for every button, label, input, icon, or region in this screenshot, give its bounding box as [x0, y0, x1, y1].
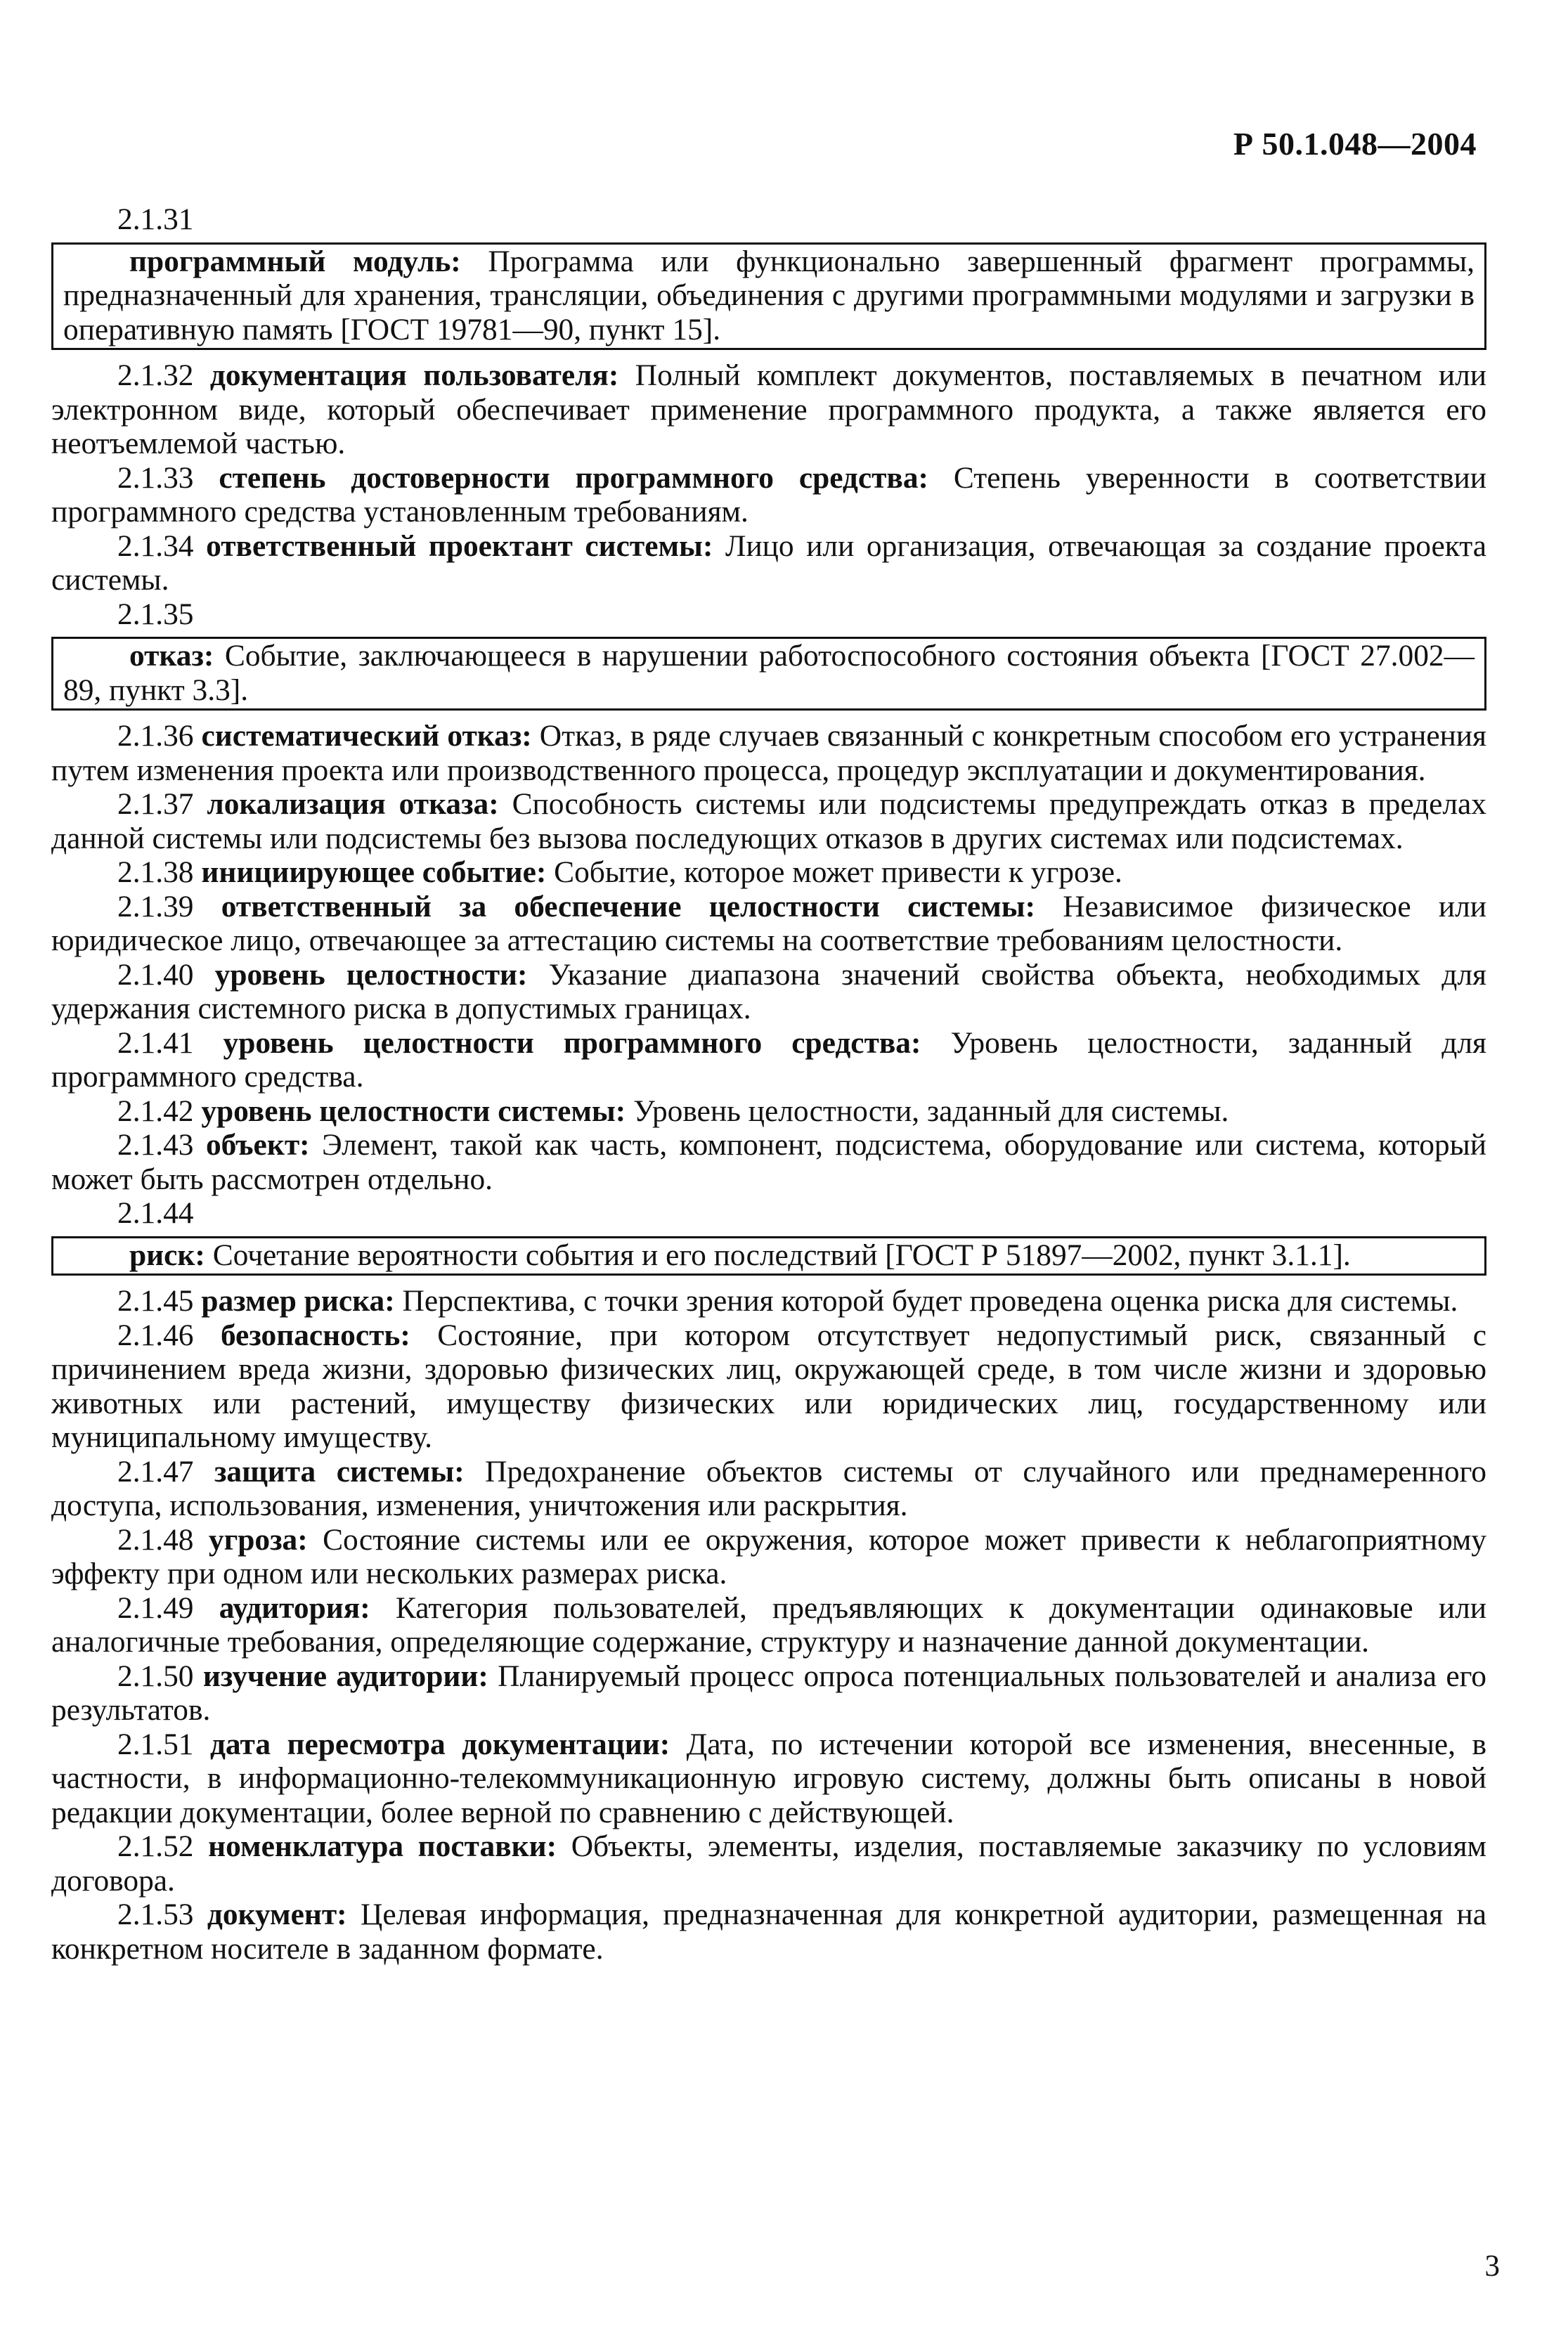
clause-number: 2.1.47 [117, 1454, 194, 1489]
term: безопасность: [220, 1318, 410, 1352]
clause-number: 2.1.34 [117, 529, 194, 563]
clause-number: 2.1.45 [117, 1284, 194, 1318]
clause-number: 2.1.48 [117, 1522, 194, 1557]
definition-paragraph [51, 1898, 1486, 1966]
definition-paragraph [51, 1026, 1486, 1094]
definition-text: Элемент, такой как часть, компонент, подсистема, оборудование или система, который может быть рассмотрен отдельно. [51, 1128, 1486, 1196]
definition-paragraph [51, 1128, 1486, 1196]
clause-number: 2.1.42 [117, 1094, 194, 1128]
term: изучение аудитории: [202, 1659, 488, 1693]
clause-number: 2.1.31 [117, 202, 194, 236]
definition-paragraph [51, 787, 1486, 855]
clause-number: 2.1.32 [117, 358, 194, 392]
boxed-definition [51, 242, 1486, 351]
definition-text: Предохранение объектов системы от случайного или преднамеренного доступа, использования, изменения, уничтожения или раскрытия. [51, 1454, 1486, 1522]
definition-text: Сочетание вероятности события и его последствий [ГОСТ Р 51897—2002, пункт 3.1.1]. [205, 1238, 1351, 1272]
definition-paragraph [51, 958, 1486, 1026]
definition-text: Лицо или организация, отвечающая за создание проекта системы. [51, 529, 1486, 597]
clause-number: 2.1.41 [117, 1025, 194, 1060]
term: размер риска: [201, 1284, 395, 1318]
definition-text: Дата, по истечении которой все изменения, внесенные, в частности, в информационно-телекоммуникационную игровую систему, должны быть описаны в новой редакции документации, более верной по сравнению с действующей. [51, 1727, 1486, 1829]
term: аудитория: [219, 1590, 370, 1625]
definition-paragraph [51, 855, 1486, 890]
term: угроза: [208, 1522, 308, 1557]
clause-number: 2.1.37 [117, 787, 194, 821]
definition-paragraph [51, 1591, 1486, 1659]
definition-paragraph [51, 719, 1486, 787]
definition-text: Программа или функционально завершенный фрагмент программы, предназначенный для хранения, трансляции, объединения с другими программными модулями и загрузки в оперативную память [ГОСТ 19781—90, пункт 15]. [63, 244, 1475, 346]
page-number: 3 [1484, 2250, 1500, 2283]
clause-number: 2.1.49 [117, 1590, 194, 1625]
term: уровень целостности: [214, 957, 528, 992]
definition-text: Категория пользователей, предъявляющих к документации одинаковые или аналогичные требования, определяющие содержание, структуру и назначение данной документации. [51, 1590, 1486, 1659]
definition-text: Состояние, при котором отсутствует недопустимый риск, связанный с причинением вреда жизни, здоровью физических лиц, окружающей среде, в том числе жизни и здоровью животных или растений, имуществу физических или юридических лиц, государственному или муниципальному имуществу. [51, 1318, 1486, 1454]
term: защита системы: [214, 1454, 465, 1489]
definition-paragraph [51, 1284, 1486, 1318]
definition-text: Уровень целостности, заданный для программного средства. [51, 1025, 1486, 1094]
clause-number: 2.1.43 [117, 1128, 194, 1162]
clause-number: 2.1.35 [117, 597, 194, 631]
definition-text: Уровень целостности, заданный для системы. [626, 1094, 1229, 1128]
term: документация пользователя: [209, 358, 619, 392]
term: систематический отказ: [201, 719, 532, 753]
clause-number: 2.1.39 [117, 889, 194, 923]
definition-text: Полный комплект документов, поставляемых в печатном или электронном виде, который обеспечивает применение программного продукта, а также является его неотъемлемой частью. [51, 358, 1486, 460]
term: степень достоверности программного средства: [219, 460, 928, 495]
definition-paragraph [51, 461, 1486, 529]
definition-paragraph [51, 1094, 1486, 1129]
clause-number: 2.1.52 [117, 1829, 194, 1863]
clause-number: 2.1.33 [117, 460, 194, 495]
term: уровень целостности системы: [201, 1094, 626, 1128]
term: номенклатура поставки: [208, 1829, 557, 1863]
definition-paragraph [51, 1829, 1486, 1898]
definition-text: Степень уверенности в соответствии программного средства установленным требованиям. [51, 460, 1486, 529]
term: уровень целостности программного средства: [223, 1025, 921, 1060]
boxed-definition [51, 1236, 1486, 1276]
definition-text: Перспектива, с точки зрения которой будет проведена оценка риска для системы. [394, 1284, 1458, 1318]
definition-text: Целевая информация, предназначенная для конкретной аудитории, размещенная на конкретном носителе в заданном формате. [51, 1898, 1486, 1966]
term: ответственный за обеспечение целостности системы: [221, 889, 1036, 923]
definition-text: Независимое физическое или юридическое лицо, отвечающее за аттестацию системы на соответствие требованиям целостности. [51, 889, 1486, 957]
term: объект: [205, 1128, 310, 1162]
definition-paragraph [51, 529, 1486, 597]
definition-paragraph [51, 1318, 1486, 1455]
definition-text: Событие, заключающееся в нарушении работоспособного состояния объекта [ГОСТ 27.002—89, пункт 3.3]. [63, 639, 1475, 707]
term: риск: [129, 1238, 205, 1272]
definition-text: Событие, которое может привести к угрозе. [546, 855, 1122, 889]
clause-number: 2.1.53 [117, 1898, 194, 1931]
term: дата пересмотра документации: [209, 1727, 670, 1761]
definition-paragraph [51, 1728, 1486, 1830]
clause-number: 2.1.40 [117, 957, 194, 992]
term: отказ: [129, 639, 214, 673]
term: инициирующее событие: [201, 855, 547, 889]
definition-text: Указание диапазона значений свойства объекта, необходимых для удержания системного риска в допустимых границах. [51, 957, 1486, 1025]
definition-paragraph [51, 358, 1486, 461]
definition-paragraph [51, 1455, 1486, 1523]
definition-paragraph [51, 890, 1486, 958]
definition-paragraph [63, 1238, 1475, 1273]
clause-number: 2.1.38 [117, 855, 194, 889]
clause-number: 2.1.50 [117, 1659, 194, 1693]
definition-text: Способность системы или подсистемы предупреждать отказ в пределах данной системы или подсистемы без вызова последующих отказов в других системах или подсистемах. [51, 787, 1486, 855]
definition-text: Планируемый процесс опроса потенциальных пользователей и анализа его результатов. [51, 1659, 1486, 1727]
definition-paragraph [63, 639, 1475, 707]
definition-text: Объекты, элементы, изделия, поставляемые заказчику по условиям договора. [51, 1829, 1486, 1898]
definition-paragraph [63, 245, 1475, 347]
term: локализация отказа: [207, 787, 499, 821]
clause-number: 2.1.36 [117, 719, 194, 753]
definition-text: Состояние системы или ее окружения, которое может привести к неблагоприятному эффекту при одном или нескольких размерах риска. [51, 1522, 1486, 1590]
document-code-header: Р 50.1.048—2004 [1233, 126, 1477, 162]
definition-text: Отказ, в ряде случаев связанный с конкретным способом его устранения путем изменения проекта или производственного процесса, процедур эксплуатации и документирования. [51, 719, 1486, 787]
boxed-definition [51, 637, 1486, 711]
definition-paragraph [51, 1659, 1486, 1728]
clause-number: 2.1.46 [117, 1318, 194, 1352]
term: ответственный проектант системы: [206, 529, 713, 563]
document-body [51, 202, 1486, 1966]
term: документ: [207, 1898, 347, 1931]
clause-number: 2.1.44 [117, 1196, 194, 1230]
clause-number: 2.1.51 [117, 1727, 194, 1761]
definition-paragraph [51, 1523, 1486, 1591]
term: программный модуль: [129, 244, 461, 278]
